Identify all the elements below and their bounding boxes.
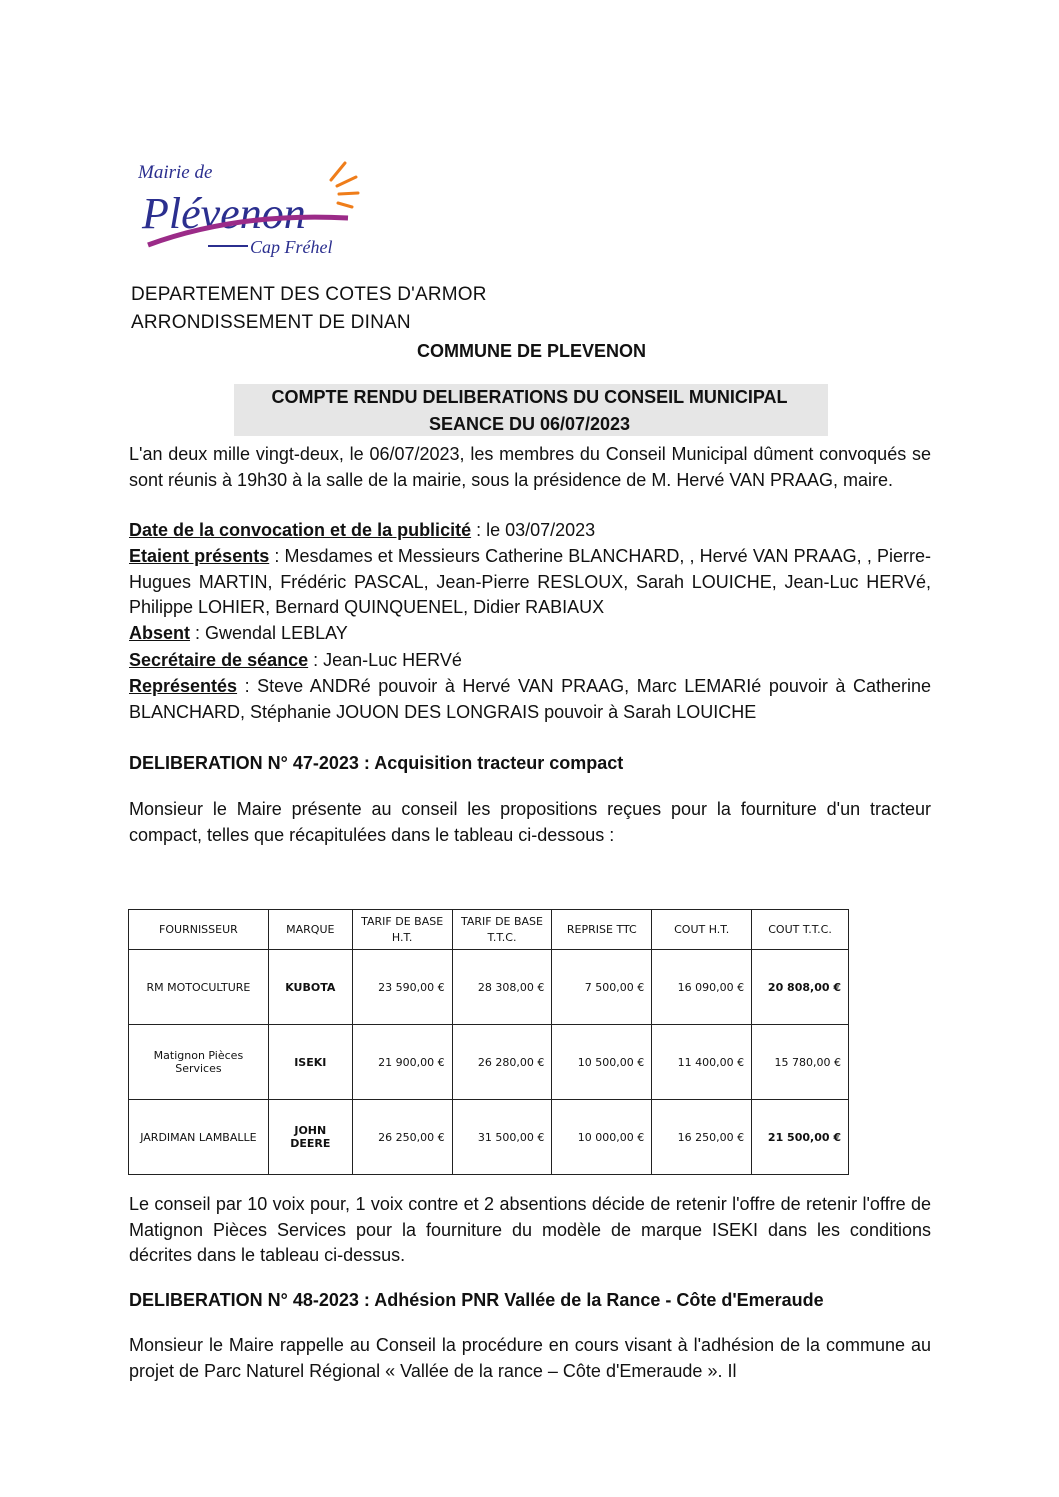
- cell-cout-ht: 11 400,00 €: [652, 1025, 752, 1100]
- cell-tarif-ttc: 31 500,00 €: [452, 1100, 552, 1175]
- deliberation-47-title: DELIBERATION N° 47-2023 : Acquisition tracteur compact: [129, 753, 624, 773]
- session-date: SEANCE DU 06/07/2023: [428, 414, 631, 434]
- cell-reprise: 10 000,00 €: [552, 1100, 652, 1175]
- representes-paragraph: [129, 674, 931, 725]
- cell-marque: KUBOTA: [268, 950, 352, 1025]
- cell-cout-ttc: 20 808,00 €: [752, 950, 849, 1025]
- page-title: COMPTE RENDU DELIBERATIONS DU CONSEIL MUNICIPAL: [271, 387, 788, 407]
- cell-fournisseur: Matignon Pièces Services: [129, 1025, 269, 1100]
- presents-label: Etaient présents: [129, 546, 270, 566]
- header-tarif-ttc: TARIF DE BASE T.T.C.: [452, 910, 552, 950]
- absent-value: : Gwendal LEBLAY: [190, 623, 348, 643]
- logo-line2: Plévenon: [142, 189, 306, 238]
- cell-marque: ISEKI: [268, 1025, 352, 1100]
- arrondissement-line: ARRONDISSEMENT DE DINAN: [131, 312, 411, 333]
- absent-line: [129, 621, 931, 647]
- deliberation-48-text: Monsieur le Maire rappelle au Conseil la procédure en cours visant à l'adhésion de la commune au projet de Parc Naturel Régional « Vallée de la rance – Côte d'Emeraude ». Il: [129, 1335, 931, 1381]
- representes-label: Représentés: [129, 676, 238, 696]
- presents-value: : Mesdames et Messieurs Catherine BLANCHARD, , Hervé VAN PRAAG, , Pierre-Hugues MARTIN, Frédéric PASCAL, Jean-Pierre RESLOUX, Sarah LOUICHE, Jean-Luc HERVé, Philippe LOHIER, Bernard QUINQUENEL, Didier RABIAUX: [129, 546, 932, 617]
- sun-rays-icon: [331, 163, 358, 207]
- cell-tarif-ht: 26 250,00 €: [352, 1100, 452, 1175]
- deliberation-47-text: Monsieur le Maire présente au conseil les propositions reçues pour la fourniture d'un tracteur compact, telles que récapitulées dans le tableau ci-dessous :: [129, 799, 931, 845]
- commune-title: COMMUNE DE PLEVENON: [416, 341, 647, 361]
- presents-paragraph: [129, 544, 931, 621]
- cell-reprise: 7 500,00 €: [552, 950, 652, 1025]
- table-row: [129, 950, 849, 1025]
- convocation-line: [129, 518, 931, 544]
- cell-tarif-ht: 23 590,00 €: [352, 950, 452, 1025]
- department-line: DEPARTEMENT DES COTES D'ARMOR: [131, 284, 487, 305]
- cell-marque: JOHN DEERE: [268, 1100, 352, 1175]
- header-fournisseur: FOURNISSEUR: [129, 910, 269, 950]
- cell-reprise: 10 500,00 €: [552, 1025, 652, 1100]
- cell-tarif-ht: 21 900,00 €: [352, 1025, 452, 1100]
- logo-line1: Mairie de: [138, 162, 213, 183]
- secretaire-label: Secrétaire de séance: [129, 650, 309, 670]
- cell-cout-ttc: 15 780,00 €: [752, 1025, 849, 1100]
- intro-paragraph: L'an deux mille vingt-deux, le 06/07/2023, les membres du Conseil Municipal dûment convoqués se sont réunis à 19h30 à la salle de la mairie, sous la présidence de M. Hervé VAN PRAAG, maire.: [129, 444, 931, 490]
- absent-label: Absent: [129, 623, 191, 643]
- cell-fournisseur: RM MOTOCULTURE: [129, 950, 269, 1025]
- header-cout-ht: COUT H.T.: [652, 910, 752, 950]
- logo-line3: Cap Fréhel: [250, 237, 333, 257]
- header-tarif-ht: TARIF DE BASE H.T.: [352, 910, 452, 950]
- deliberation-48-title: DELIBERATION N° 48-2023 : Adhésion PNR Vallée de la Rance - Côte d'Emeraude: [129, 1290, 824, 1310]
- header-reprise: REPRISE TTC: [552, 910, 652, 950]
- table-row: [129, 1100, 849, 1175]
- header-marque: MARQUE: [268, 910, 352, 950]
- offers-table: [128, 909, 849, 1175]
- secretaire-line: [129, 648, 931, 674]
- cell-tarif-ttc: 28 308,00 €: [452, 950, 552, 1025]
- cell-cout-ttc: 21 500,00 €: [752, 1100, 849, 1175]
- mairie-logo: [138, 150, 368, 268]
- deliberation-47-decision: Le conseil par 10 voix pour, 1 voix contre et 2 absentions décide de retenir l'offre de retenir l'offre de Matignon Pièces Services pour la fourniture du modèle de marque ISEKI dans les conditions décrites dans le tableau ci-dessus.: [129, 1194, 931, 1265]
- cell-cout-ht: 16 090,00 €: [652, 950, 752, 1025]
- convocation-value: : le 03/07/2023: [471, 520, 596, 540]
- secretaire-value: : Jean-Luc HERVé: [308, 650, 462, 670]
- representes-value: : Steve ANDRé pouvoir à Hervé VAN PRAAG, Marc LEMARIé pouvoir à Catherine BLANCHARD, Stéphanie JOUON DES LONGRAIS pouvoir à Sarah LOUICHE: [129, 676, 931, 722]
- cell-cout-ht: 16 250,00 €: [652, 1100, 752, 1175]
- cell-fournisseur: JARDIMAN LAMBALLE: [129, 1100, 269, 1175]
- table-header-row: [129, 910, 849, 950]
- table-row: [129, 1025, 849, 1100]
- header-cout-ttc: COUT T.T.C.: [752, 910, 849, 950]
- cell-tarif-ttc: 26 280,00 €: [452, 1025, 552, 1100]
- convocation-label: Date de la convocation et de la publicité: [129, 520, 472, 540]
